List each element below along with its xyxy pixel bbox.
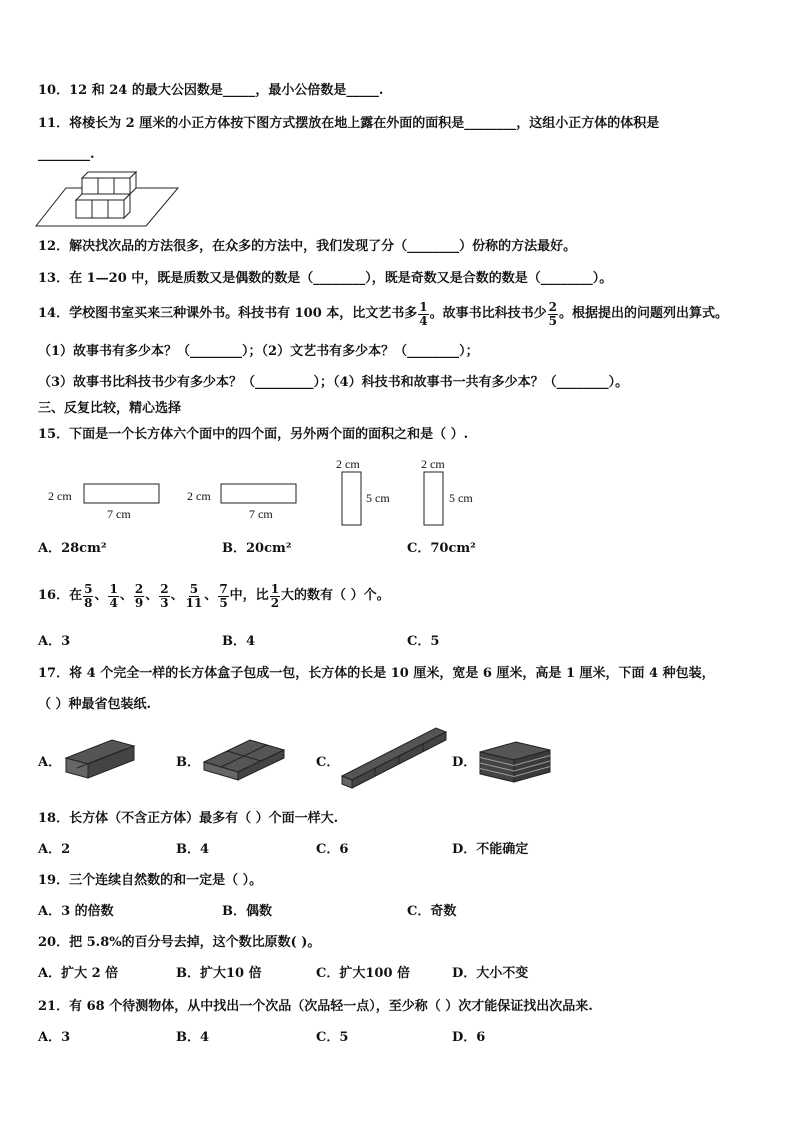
question-14 (38, 298, 728, 330)
q21-option-a[interactable]: A．3 (38, 1030, 71, 1045)
svg-text:2 cm: 2 cm (48, 489, 72, 503)
package-b-figure (200, 734, 286, 784)
cube-stack-figure (36, 170, 186, 230)
q16-option-a[interactable]: A．3 (38, 634, 71, 649)
q14-fraction-2: $\frac{2}{5}$ (548, 299, 558, 328)
q16-separator: 、 (119, 588, 133, 603)
q16-fraction: $\frac{1}{4}$ (109, 581, 118, 610)
question-14-sub-1: （1）故事书有多少本？（________）；（2）文艺书有多少本？（________）； (38, 344, 479, 359)
q18-option-d[interactable]: D．不能确定 (452, 842, 529, 857)
question-10: 10．12 和 24 的最大公因数是_____，最小公倍数是_____. (38, 83, 384, 98)
q16-fraction: $\frac{5}{8}$ (84, 581, 93, 610)
q18-option-a[interactable]: A．2 (38, 842, 71, 857)
question-19: 19．三个连续自然数的和一定是（ ）。 (38, 873, 263, 888)
q16-fraction: $\frac{2}{3}$ (160, 581, 169, 610)
package-c-figure (340, 726, 448, 790)
svg-text:5 cm: 5 cm (366, 491, 390, 505)
q15-option-b[interactable]: B．20cm² (222, 541, 292, 556)
q14-fraction-1: $\frac{1}{4}$ (419, 299, 428, 328)
q16-fraction: $\frac{5}{11}$ (185, 581, 203, 610)
q15-option-a[interactable]: A．28cm² (38, 541, 107, 556)
q17-option-d[interactable]: D． (452, 755, 477, 770)
q20-option-c[interactable]: C．扩大100 倍 (316, 966, 411, 981)
svg-text:7 cm: 7 cm (107, 507, 131, 521)
question-17-line2: （ ）种最省包装纸. (38, 697, 152, 712)
q21-option-b[interactable]: B．4 (176, 1030, 210, 1045)
q14-text-2: 。故事书比科技书少 (429, 306, 547, 321)
question-12: 12．解决找次品的方法很多，在众多的方法中，我们发现了分（________）份称的方法最好。 (38, 239, 577, 254)
package-d-figure (476, 740, 552, 784)
q16-separator: 、 (204, 588, 218, 603)
q14-text-3: 。根据提出的问题列出算式。 (559, 306, 729, 321)
q20-option-a[interactable]: A．扩大 2 倍 (38, 966, 119, 981)
q18-option-c[interactable]: C．6 (316, 842, 349, 857)
package-a-figure (62, 736, 136, 782)
q15-option-c[interactable]: C．70cm² (407, 541, 476, 556)
question-11-line1: 11．将棱长为 2 厘米的小正方体按下图方式摆放在地上露在外面的面积是________，这组小正方体的体积是 (38, 116, 660, 131)
svg-text:7 cm: 7 cm (249, 507, 273, 521)
question-21: 21．有 68 个待测物体，从中找出一个次品（次品轻一点），至少称（ ）次才能保证找出次品来. (38, 999, 593, 1014)
q16-prefix: 16．在 (38, 588, 83, 603)
q21-option-c[interactable]: C．5 (316, 1030, 349, 1045)
q16-fraction: $\frac{7}{5}$ (219, 581, 228, 610)
q19-option-a[interactable]: A．3 的倍数 (38, 904, 114, 919)
q20-option-b[interactable]: B．扩大10 倍 (176, 966, 262, 981)
svg-text:2 cm: 2 cm (187, 489, 211, 503)
q16-compare-fraction: $\frac{1}{2}$ (270, 581, 280, 610)
question-11-line2: ________. (38, 147, 95, 162)
question-13: 13．在 1—20 中，既是质数又是偶数的数是（________），既是奇数又是合数的数是（________）。 (38, 271, 613, 286)
q16-option-c[interactable]: C．5 (407, 634, 440, 649)
q21-option-d[interactable]: D．6 (452, 1030, 486, 1045)
q16-separator: 、 (170, 588, 184, 603)
svg-text:2 cm: 2 cm (421, 457, 445, 471)
q17-option-b[interactable]: B． (176, 755, 200, 770)
question-15: 15．下面是一个长方体六个面中的四个面，另外两个面的面积之和是（ ）. (38, 427, 469, 442)
question-14-sub-2: （3）故事书比科技书少有多少本？（_________）；（4）科技书和故事书一共有多少本？（________）。 (38, 375, 629, 390)
q16-separator: 、 (94, 588, 108, 603)
q19-option-c[interactable]: C．奇数 (407, 904, 457, 919)
q16-separator: 、 (145, 588, 159, 603)
svg-text:2 cm: 2 cm (336, 457, 360, 471)
q16-suffix: 大的数有（ ）个。 (281, 588, 390, 603)
rectangle-faces-figure (44, 452, 484, 530)
question-17-line1: 17．将 4 个完全一样的长方体盒子包成一包，长方体的长是 10 厘米，宽是 6 厘米，高是 1 厘米，下面 4 种包装， (38, 666, 715, 681)
q20-option-d[interactable]: D．大小不变 (452, 966, 529, 981)
q16-option-b[interactable]: B．4 (222, 634, 256, 649)
question-20: 20．把 5.8%的百分号去掉，这个数比原数( )。 (38, 935, 321, 950)
q18-option-b[interactable]: B．4 (176, 842, 210, 857)
q17-option-c[interactable]: C． (316, 755, 340, 770)
q16-fraction: $\frac{2}{9}$ (134, 581, 144, 610)
question-16 (38, 578, 390, 614)
section-heading: 三、反复比较，精心选择 (38, 401, 182, 416)
q14-text-1: 14．学校图书室买来三种课外书。科技书有 100 本，比文艺书多 (38, 306, 418, 321)
svg-text:5 cm: 5 cm (449, 491, 473, 505)
question-18: 18．长方体（不含正方体）最多有（ ）个面一样大. (38, 811, 339, 826)
q17-option-a[interactable]: A． (38, 755, 62, 770)
q16-mid: 中，比 (229, 588, 269, 603)
q19-option-b[interactable]: B．偶数 (222, 904, 272, 919)
